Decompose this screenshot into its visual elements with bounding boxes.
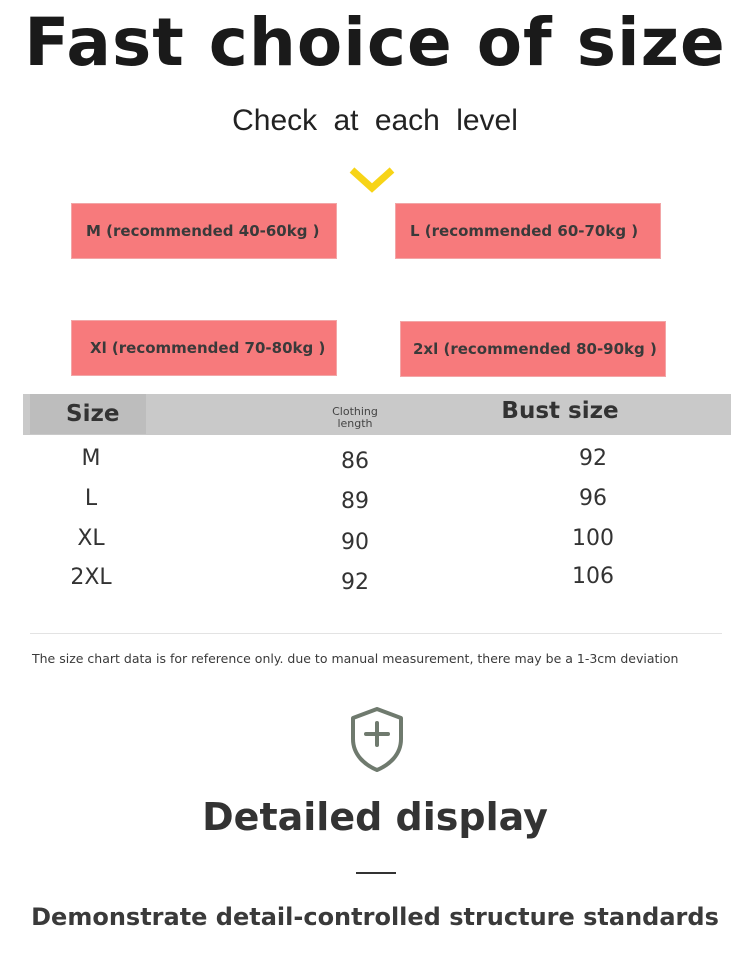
size-tag-m: M (recommended 40-60kg ) bbox=[71, 203, 337, 259]
size-tag-2xl: 2xl (recommended 80-90kg ) bbox=[400, 321, 666, 377]
length-cell: 86 bbox=[341, 449, 369, 474]
length-column-header bbox=[315, 406, 395, 430]
length-cell: 92 bbox=[341, 570, 369, 595]
detail-subtitle: Demonstrate detail-controlled structure standards bbox=[31, 903, 719, 931]
size-cell: XL bbox=[77, 526, 105, 551]
size-tag-l: L (recommended 60-70kg ) bbox=[395, 203, 661, 259]
length-header-line2: length bbox=[337, 417, 373, 430]
length-cell: 90 bbox=[341, 530, 369, 555]
size-tag-xl: Xl (recommended 70-80kg ) bbox=[71, 320, 337, 376]
chevron-down-icon bbox=[348, 164, 396, 194]
page-title: Fast choice of size bbox=[24, 4, 726, 81]
bust-cell: 92 bbox=[579, 446, 607, 471]
length-header-line1: Clothing bbox=[332, 405, 378, 418]
bust-cell: 96 bbox=[579, 486, 607, 511]
length-cell: 89 bbox=[341, 489, 369, 514]
size-cell: M bbox=[81, 446, 101, 471]
size-cell: L bbox=[84, 486, 98, 511]
bust-column-header: Bust size bbox=[501, 398, 619, 424]
shield-plus-icon bbox=[347, 705, 407, 773]
bust-cell: 106 bbox=[572, 564, 614, 589]
detail-title: Detailed display bbox=[202, 795, 548, 839]
page-subtitle: Check at each level bbox=[232, 104, 518, 137]
size-cell: 2XL bbox=[70, 565, 112, 590]
divider bbox=[30, 633, 722, 634]
bust-cell: 100 bbox=[572, 526, 614, 551]
title-underline bbox=[356, 872, 396, 874]
size-disclaimer: The size chart data is for reference only. due to manual measurement, there may be a 1-3cm deviation bbox=[32, 651, 679, 666]
size-column-header: Size bbox=[30, 394, 146, 434]
